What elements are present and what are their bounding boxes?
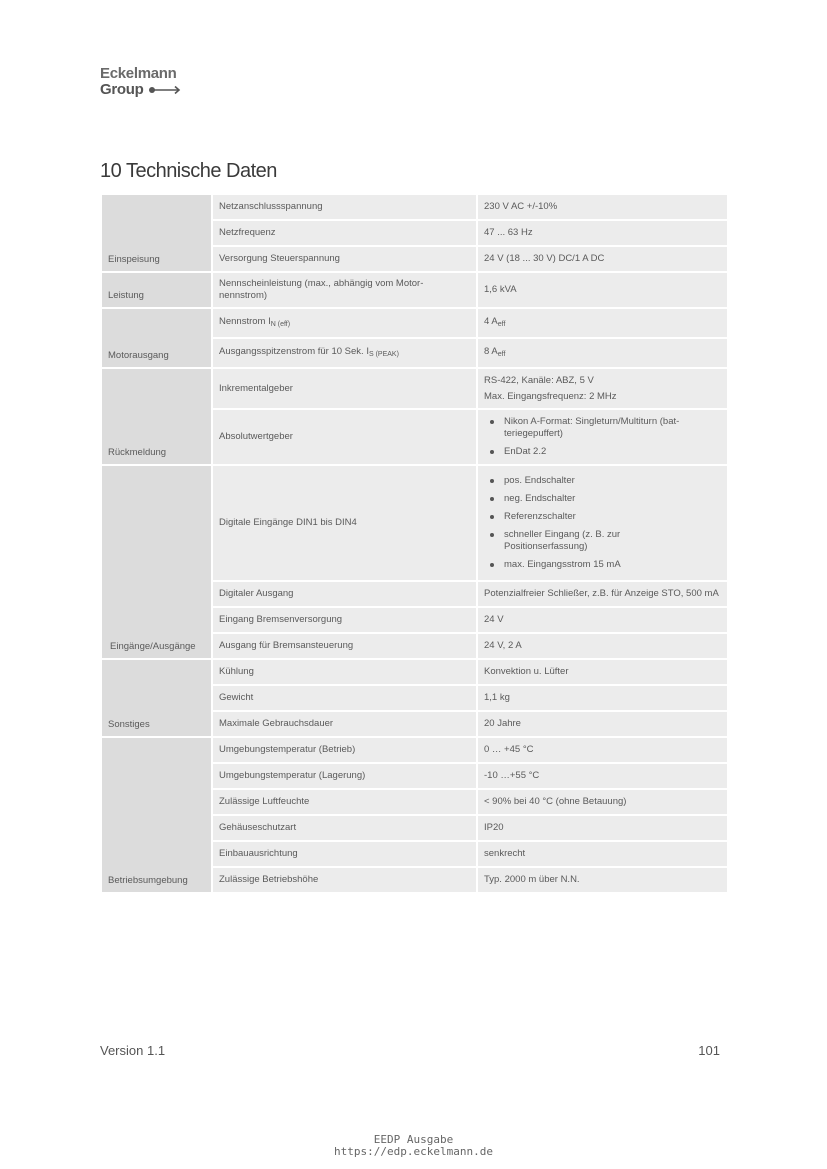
value-cell [477, 465, 728, 581]
value-cell: 0 … +45 °C [477, 737, 728, 763]
value-cell: 24 V, 2 A [477, 633, 728, 659]
category-cell: Leistung [101, 272, 212, 308]
label-cell: Netzanschlussspannung [212, 194, 477, 220]
value-cell: < 90% bei 40 °C (ohne Betauung) [477, 789, 728, 815]
value-cell: RS-422, Kanäle: ABZ, 5 V Max. Eingangsfrequenz: 2 MHz [477, 368, 728, 409]
list-item: max. Eingangsstrom 15 mA [504, 559, 721, 571]
value-cell: 1,6 kVA [477, 272, 728, 308]
list-item: EnDat 2.2 [504, 446, 721, 458]
table-row [101, 272, 728, 308]
label-cell: Digitale Eingänge DIN1 bis DIN4 [212, 465, 477, 581]
arrow-icon [148, 85, 182, 95]
label-cell: Ausgangsspitzenstrom für 10 Sek. $I_{S (PEAK)}$ [212, 338, 477, 368]
category-cell: Sonstiges [101, 659, 212, 737]
label-cell: Zulässige Luftfeuchte [212, 789, 477, 815]
label-cell: Maximale Gebrauchsdauer [212, 711, 477, 737]
technical-data-table [100, 193, 729, 894]
value-cell: 1,1 kg [477, 685, 728, 711]
value-cell: -10 …+55 °C [477, 763, 728, 789]
list-item: schneller Eingang (z. B. zur Positionserfassung) [504, 529, 674, 553]
list-item: Referenzschalter [504, 511, 721, 523]
value-cell: 230 V AC +/-10% [477, 194, 728, 220]
value-cell: 8 $A_{eff}$ [477, 338, 728, 368]
category-cell: Eingänge/Ausgänge [101, 465, 212, 659]
stamp-line-1: EEDP Ausgabe [373, 1133, 454, 1146]
label-cell: Digitaler Ausgang [212, 581, 477, 607]
label-cell: Ausgang für Bremsansteuerung [212, 633, 477, 659]
label-cell: Zulässige Betriebshöhe [212, 867, 477, 893]
category-cell: Betriebsumgebung [101, 737, 212, 893]
value-cell: 24 V (18 ... 30 V) DC/1 A DC [477, 246, 728, 272]
category-cell: Rückmeldung [101, 368, 212, 465]
label-cell: Gewicht [212, 685, 477, 711]
category-cell: Einspeisung [101, 194, 212, 272]
label-cell: Eingang Bremsenversorgung [212, 607, 477, 633]
list-item: Nikon A-Format: Singleturn/Multiturn (bat-teriegepuffert) [504, 416, 721, 440]
table-row [101, 465, 728, 581]
list-item: neg. Endschalter [504, 493, 721, 505]
label-cell: Umgebungstemperatur (Lagerung) [212, 763, 477, 789]
label-cell: Kühlung [212, 659, 477, 685]
company-logo [100, 66, 182, 98]
value-cell [477, 409, 728, 465]
table-row [101, 308, 728, 338]
label-cell: Einbauausrichtung [212, 841, 477, 867]
logo-line-1: Eckelmann [100, 65, 177, 82]
table-row [101, 194, 728, 220]
edition-stamp [0, 1134, 827, 1158]
category-cell: Motorausgang [101, 308, 212, 368]
bullet-list [484, 475, 721, 571]
table-row [101, 737, 728, 763]
value-cell: 4 $A_{eff}$ [477, 308, 728, 338]
value-cell: Konvektion u. Lüfter [477, 659, 728, 685]
table-row [101, 659, 728, 685]
list-item: pos. Endschalter [504, 475, 721, 487]
value-cell: senkrecht [477, 841, 728, 867]
label-cell: Versorgung Steuerspannung [212, 246, 477, 272]
page-number: 101 [698, 1043, 720, 1058]
value-cell: IP20 [477, 815, 728, 841]
version-label: Version 1.1 [100, 1043, 166, 1058]
page-title: 10 Technische Daten [100, 160, 277, 182]
label-cell: Nennscheinleistung (max., abhängig vom Motor-nennstrom) [212, 272, 477, 308]
label-cell: Umgebungstemperatur (Betrieb) [212, 737, 477, 763]
label-cell: Netzfrequenz [212, 220, 477, 246]
value-cell: Typ. 2000 m über N.N. [477, 867, 728, 893]
value-cell: 20 Jahre [477, 711, 728, 737]
logo-line-2: Group [100, 81, 144, 98]
label-cell: Gehäuseschutzart [212, 815, 477, 841]
stamp-url: https://edp.eckelmann.de [334, 1145, 493, 1158]
value-cell: 24 V [477, 607, 728, 633]
label-cell: Absolutwertgeber [212, 409, 477, 465]
bullet-list [484, 416, 721, 458]
value-cell: Potenzialfreier Schließer, z.B. für Anzeige STO, 500 mA [477, 581, 728, 607]
value-cell: 47 ... 63 Hz [477, 220, 728, 246]
label-cell: Inkrementalgeber [212, 368, 477, 409]
table-row [101, 368, 728, 409]
label-cell: Nennstrom $I_{N (eff)}$ [212, 308, 477, 338]
